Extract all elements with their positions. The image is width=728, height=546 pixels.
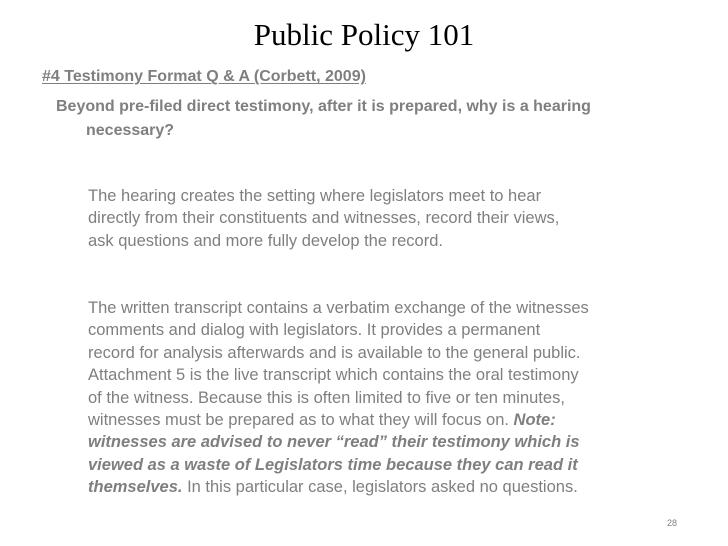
paragraph-text: In this particular case, legislators asked no questions. — [182, 478, 578, 497]
paragraph-line — [88, 409, 708, 431]
paragraph-line: The written transcript contains a verbatim exchange of the witnesses — [88, 299, 589, 317]
answer-paragraph-transcript — [88, 297, 708, 499]
paragraph-line — [88, 476, 708, 498]
paragraph-line: comments and dialog with legislators. It provides a permanent — [88, 321, 541, 340]
note-label: Note: — [513, 411, 556, 430]
paragraph-line: directly from their constituents and witnesses, record their views, — [88, 209, 560, 228]
paragraph-line: The hearing creates the setting where legislators meet to hear — [88, 187, 542, 205]
note-line: witnesses are advised to never “read” their testimony which is — [88, 433, 580, 452]
slide-subtitle: #4 Testimony Format Q & A (Corbett, 2009) — [42, 68, 366, 85]
question-text: Beyond pre-filed direct testimony, after it is prepared, why is a hearing necessary? — [56, 98, 591, 139]
paragraph-line: of the witness. Because this is often limited to five or ten minutes, — [88, 388, 565, 407]
answer-paragraph-hearing — [88, 185, 708, 252]
note-line: viewed as a waste of Legislators time because they can read it — [88, 455, 578, 474]
paragraph-line: ask questions and more fully develop the record. — [88, 231, 443, 250]
page-number: 28 — [667, 518, 678, 528]
paragraph-text: witnesses must be prepared as to what they will focus on. — [88, 411, 514, 430]
paragraph-line: Attachment 5 is the live transcript which contains the oral testimony — [88, 366, 579, 385]
paragraph-line: record for analysis afterwards and is available to the general public. — [88, 343, 581, 362]
slide-title: Public Policy 101 — [253, 17, 475, 52]
note-text: themselves. — [88, 478, 183, 497]
